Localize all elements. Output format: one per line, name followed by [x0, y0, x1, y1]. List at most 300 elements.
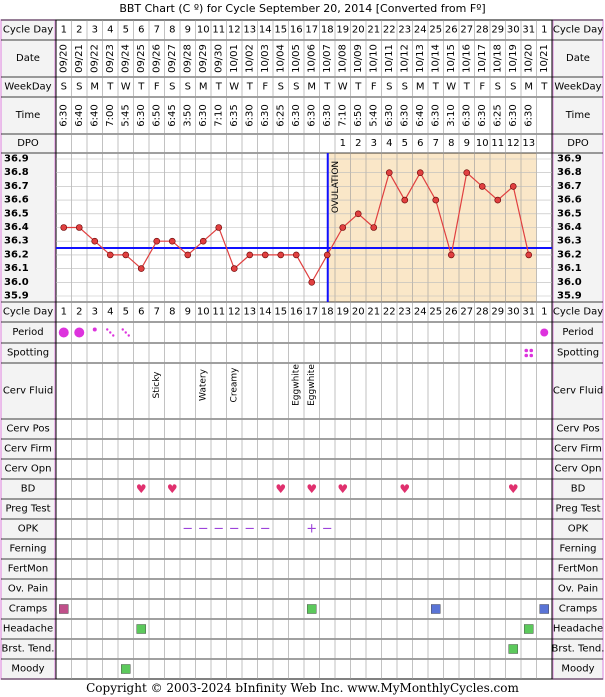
row-label-right: FertMon [557, 563, 599, 575]
temp-tick-label-left: 36.8 [4, 167, 29, 179]
row-label-right: DPO [567, 138, 589, 149]
temp-tick-label-left: 36.0 [4, 276, 29, 288]
cycle-day-cell: 11 [212, 24, 226, 36]
temp-tick-label-left: 36.6 [4, 194, 29, 206]
temperature-point [340, 225, 346, 231]
cycle-day-cell: 18 [320, 306, 334, 318]
cycle-day-cell: 30 [506, 24, 520, 36]
cycle-day-cell: 13 [243, 24, 257, 36]
temp-tick-label-left: 36.3 [4, 235, 29, 247]
cycle-day-cell: 23 [398, 24, 412, 36]
date-cell: 10/01 [228, 44, 240, 73]
time-cell: 6:30 [135, 104, 147, 127]
row-label-right: Ferning [559, 543, 597, 555]
cycle-day-cell: 25 [429, 306, 443, 318]
row-label-right: Cerv Fluid [552, 385, 604, 397]
cycle-day-cell: 21 [367, 24, 381, 36]
cycle-day-cell: 28 [475, 306, 489, 318]
weekday-cell: S [386, 81, 393, 93]
temperature-point [92, 238, 98, 244]
time-cell: 7:10 [337, 104, 349, 127]
period-mark [106, 328, 108, 330]
temp-tick-label-left: 36.1 [4, 263, 29, 275]
symptom-square [137, 625, 146, 634]
row-label-right: Headache [552, 623, 604, 635]
row-label-right: Moody [561, 663, 595, 675]
date-cell: 10/15 [445, 44, 457, 73]
temp-tick-label-right: 35.9 [557, 290, 582, 302]
row-label-left: Time [15, 110, 41, 121]
date-cell: 10/02 [244, 44, 256, 73]
time-cell: 6:30 [507, 104, 519, 127]
weekday-cell: S [277, 81, 284, 93]
temperature-point [231, 266, 237, 272]
time-cell: 6:30 [383, 104, 395, 127]
spotting-mark [524, 349, 528, 353]
cycle-day-cell: 20 [351, 24, 365, 36]
cycle-day-cell: 1 [60, 306, 67, 318]
period-mark [125, 331, 127, 333]
date-cell: 10/04 [275, 44, 287, 73]
dpo-cell: 1 [339, 138, 346, 149]
cycle-day-cell: 13 [243, 306, 257, 318]
temperature-point [107, 252, 113, 258]
date-cell: 10/03 [259, 44, 271, 73]
cycle-day-cell: 29 [491, 24, 505, 36]
dpo-cell: 3 [370, 138, 377, 149]
weekday-cell: T [138, 81, 145, 93]
symptom-square [540, 605, 549, 614]
period-mark [540, 329, 548, 337]
cerv-fluid-text: Creamy [229, 367, 240, 403]
temperature-point [278, 252, 284, 258]
temp-tick-label-left: 36.9 [4, 153, 29, 165]
weekday-cell: W [446, 81, 457, 93]
time-cell: 6:30 [399, 104, 411, 127]
row-label-left: BD [20, 483, 36, 495]
temperature-point [169, 238, 175, 244]
cycle-day-cell: 24 [413, 306, 427, 318]
cycle-day-cell: 7 [153, 306, 160, 318]
date-cell: 09/25 [135, 44, 147, 73]
date-cell: 10/12 [399, 44, 411, 73]
symptom-square [307, 605, 316, 614]
temperature-point [309, 279, 315, 285]
temperature-point [386, 170, 392, 176]
weekday-cell: S [293, 81, 300, 93]
cycle-day-cell: 10 [196, 306, 210, 318]
period-mark [128, 334, 130, 336]
row-label-right: Ov. Pain [557, 583, 599, 595]
date-cell: 10/13 [414, 44, 426, 73]
dpo-cell: 5 [401, 138, 408, 149]
weekday-cell: F [479, 81, 486, 93]
temperature-point [76, 225, 82, 231]
date-cell: 10/14 [430, 44, 442, 73]
temperature-point [61, 225, 67, 231]
temp-tick-label-right: 36.9 [557, 153, 582, 165]
bd-heart-mark: ♥ [306, 482, 318, 496]
period-mark [74, 328, 84, 338]
weekday-cell: F [153, 81, 160, 93]
date-cell: 10/05 [290, 44, 302, 73]
row-label-left: Spotting [6, 347, 50, 359]
time-cell: 7:10 [213, 104, 225, 127]
cycle-day-cell: 24 [413, 24, 427, 36]
weekday-cell: S [60, 81, 67, 93]
cycle-day-cell: 5 [122, 306, 129, 318]
time-cell: 6:30 [244, 104, 256, 127]
date-cell: 09/20 [58, 44, 70, 73]
cycle-day-cell: 10 [196, 24, 210, 36]
temp-tick-label-right: 36.5 [557, 208, 582, 220]
row-label-right: Time [565, 110, 591, 121]
row-label-right: Period [562, 327, 594, 338]
weekday-cell: S [184, 81, 191, 93]
cerv-fluid-text: Sticky [151, 371, 162, 399]
date-cell: 10/11 [383, 44, 395, 73]
row-label-left: FertMon [7, 563, 49, 575]
time-cell: 6:30 [259, 104, 271, 127]
dpo-cell: 13 [522, 138, 536, 149]
cycle-day-cell: 8 [169, 24, 176, 36]
weekday-cell: M [524, 81, 534, 93]
cycle-day-cell: 11 [212, 306, 226, 318]
temperature-point [154, 238, 160, 244]
date-cell: 10/06 [306, 44, 318, 73]
cycle-day-cell: 14 [258, 306, 272, 318]
cycle-day-cell: 2 [76, 306, 83, 318]
temp-tick-label-right: 36.0 [557, 276, 582, 288]
cycle-day-cell: 31 [522, 306, 536, 318]
row-label-left: DPO [17, 138, 39, 149]
temperature-point [479, 183, 485, 189]
cycle-day-cell: 27 [460, 24, 474, 36]
date-cell: 10/19 [507, 44, 519, 73]
temperature-point [526, 252, 532, 258]
row-label-right: Cerv Firm [554, 443, 602, 455]
cycle-day-cell: 9 [184, 306, 191, 318]
time-cell: 6:30 [290, 104, 302, 127]
cycle-day-cell: 5 [122, 24, 129, 36]
cycle-day-cell: 7 [153, 24, 160, 36]
row-label-right: Cerv Opn [554, 463, 602, 475]
date-cell: 10/20 [523, 44, 535, 73]
symptom-square [431, 605, 440, 614]
cycle-day-cell: 1 [541, 24, 548, 36]
time-cell: 6:30 [197, 104, 209, 127]
weekday-cell: M [307, 81, 317, 93]
row-label-left: Cerv Pos [6, 423, 50, 435]
cerv-fluid-text: Watery [198, 369, 209, 401]
row-label-left: Headache [2, 623, 54, 635]
row-label-right: Spotting [556, 347, 600, 359]
cycle-day-cell: 4 [107, 306, 114, 318]
temperature-point [138, 266, 144, 272]
row-label-right: WeekDay [554, 81, 602, 93]
row-label-right: BD [570, 483, 586, 495]
temperature-point [123, 252, 129, 258]
time-cell: 6:25 [492, 104, 504, 127]
temperature-point [185, 252, 191, 258]
dpo-cell: 12 [506, 138, 520, 149]
time-cell: 6:30 [476, 104, 488, 127]
temperature-point [402, 197, 408, 203]
time-cell: 6:30 [306, 104, 318, 127]
row-label-left: Preg Test [5, 503, 51, 515]
dpo-cell: 4 [386, 138, 393, 149]
temperature-point [448, 252, 454, 258]
cycle-day-cell: 16 [289, 306, 303, 318]
date-cell: 10/16 [461, 44, 473, 73]
cycle-day-cell: 15 [274, 306, 288, 318]
dpo-cell: 9 [463, 138, 470, 149]
symptom-square [509, 645, 518, 654]
temp-tick-label-right: 36.3 [557, 235, 582, 247]
temp-tick-label-right: 36.8 [557, 167, 582, 179]
temp-tick-label-left: 35.9 [4, 290, 29, 302]
opk-mark: − [244, 521, 256, 537]
cycle-day-cell: 27 [460, 306, 474, 318]
temperature-point [355, 211, 361, 217]
weekday-cell: S [510, 81, 517, 93]
cycle-day-cell: 3 [91, 306, 98, 318]
dpo-cell: 11 [491, 138, 505, 149]
time-cell: 6:30 [58, 104, 70, 127]
weekday-cell: S [401, 81, 408, 93]
cycle-day-cell: 1 [60, 24, 67, 36]
temperature-point [324, 252, 330, 258]
date-cell: 09/29 [197, 44, 209, 73]
cycle-day-cell: 19 [336, 306, 350, 318]
weekday-cell: W [120, 81, 131, 93]
time-cell: 5:40 [368, 104, 380, 127]
time-cell: 6:30 [321, 104, 333, 127]
opk-mark: − [213, 521, 225, 537]
bd-heart-mark: ♥ [399, 482, 411, 496]
cycle-day-cell: 6 [138, 306, 145, 318]
weekday-cell: T [432, 81, 439, 93]
cycle-day-cell: 8 [169, 306, 176, 318]
weekday-cell: M [415, 81, 425, 93]
cycle-day-cell: 19 [336, 24, 350, 36]
row-label-left: WeekDay [4, 81, 52, 93]
row-label-left: OPK [17, 523, 39, 535]
weekday-cell: T [246, 81, 253, 93]
weekday-cell: T [541, 81, 548, 93]
date-cell: 10/09 [352, 44, 364, 73]
date-cell: 09/30 [213, 44, 225, 73]
temp-tick-label-left: 36.4 [4, 222, 29, 233]
period-mark [122, 328, 124, 330]
weekday-cell: S [76, 81, 83, 93]
temp-tick-label-left: 36.2 [4, 249, 29, 261]
cycle-day-cell: 2 [76, 24, 83, 36]
row-label-left: Cerv Opn [4, 463, 52, 475]
date-cell: 09/26 [151, 44, 163, 73]
date-cell: 10/18 [492, 44, 504, 73]
bd-heart-mark: ♥ [135, 482, 147, 496]
ovulation-label: OVULATION [330, 160, 341, 214]
row-label-right: Cycle Day [552, 24, 604, 36]
time-cell: 6:25 [275, 104, 287, 127]
time-cell: 3:50 [182, 104, 194, 127]
temp-tick-label-right: 36.7 [557, 180, 582, 192]
cycle-day-cell: 15 [274, 24, 288, 36]
temperature-point [433, 197, 439, 203]
period-mark [93, 328, 97, 332]
time-cell: 6:30 [523, 104, 535, 127]
time-cell: 6:30 [430, 104, 442, 127]
row-label-left: Period [12, 327, 44, 338]
date-cell: 09/24 [120, 44, 132, 73]
time-cell: 6:30 [461, 104, 473, 127]
time-cell: 6:40 [73, 104, 85, 127]
spotting-mark [529, 354, 533, 358]
cycle-day-cell: 23 [398, 306, 412, 318]
date-cell: 10/08 [337, 44, 349, 73]
row-label-left: Ferning [9, 543, 47, 555]
cycle-day-cell: 1 [541, 306, 548, 318]
temperature-point [200, 238, 206, 244]
row-label-right: OPK [567, 523, 589, 535]
cycle-day-cell: 16 [289, 24, 303, 36]
bd-heart-mark: ♥ [166, 482, 178, 496]
weekday-cell: T [324, 81, 331, 93]
date-cell: 10/21 [538, 44, 550, 73]
row-label-right: Cerv Pos [556, 423, 600, 435]
cycle-day-cell: 18 [320, 24, 334, 36]
symptom-square [121, 665, 130, 674]
row-label-left: Moody [11, 663, 45, 675]
copyright-footer: Copyright © 2003-2024 bInfinity Web Inc. www.MyMonthlyCycles.com [86, 681, 519, 695]
cycle-day-cell: 9 [184, 24, 191, 36]
period-mark [109, 331, 111, 333]
weekday-cell: T [355, 81, 362, 93]
weekday-cell: F [262, 81, 269, 93]
opk-mark: − [228, 521, 240, 537]
date-cell: 09/28 [182, 44, 194, 73]
date-cell: 09/23 [104, 44, 116, 73]
temperature-point [495, 197, 501, 203]
dpo-cell: 6 [417, 138, 424, 149]
time-cell: 5:45 [120, 104, 132, 127]
cycle-day-cell: 21 [367, 306, 381, 318]
weekday-cell: T [215, 81, 222, 93]
opk-mark: + [306, 521, 318, 537]
row-label-left: Cerv Fluid [2, 385, 54, 397]
temp-tick-label-right: 36.2 [557, 249, 582, 261]
cycle-day-cell: 22 [382, 24, 396, 36]
temperature-point [510, 183, 516, 189]
time-cell: 3:10 [445, 104, 457, 127]
temp-tick-label-left: 36.5 [4, 208, 29, 220]
dpo-cell: 10 [475, 138, 489, 149]
time-cell: 6:50 [352, 104, 364, 127]
cycle-day-cell: 20 [351, 306, 365, 318]
row-label-right: Date [566, 53, 590, 64]
cycle-day-cell: 26 [444, 24, 458, 36]
weekday-cell: S [494, 81, 501, 93]
date-cell: 09/27 [166, 44, 178, 73]
opk-mark: − [259, 521, 271, 537]
row-label-right: Preg Test [555, 503, 601, 515]
temperature-point [262, 252, 268, 258]
row-label-left: Cramps [8, 603, 48, 615]
cycle-day-cell: 4 [107, 24, 114, 36]
row-label-right: Brst. Tend. [551, 643, 605, 655]
temp-tick-label-right: 36.1 [557, 263, 582, 275]
chart-title: BBT Chart (C º) for Cycle September 20, 2014 [Converted from Fº] [119, 2, 486, 15]
row-label-left: Brst. Tend. [1, 643, 55, 655]
symptom-square [59, 605, 68, 614]
time-cell: 6:40 [414, 104, 426, 127]
date-cell: 10/07 [321, 44, 333, 73]
temp-tick-label-right: 36.4 [557, 222, 582, 233]
date-cell: 09/22 [89, 44, 101, 73]
bd-heart-mark: ♥ [507, 482, 519, 496]
cycle-day-cell: 12 [227, 24, 241, 36]
cycle-day-cell: 12 [227, 306, 241, 318]
weekday-cell: F [370, 81, 377, 93]
weekday-cell: S [169, 81, 176, 93]
time-cell: 7:00 [104, 104, 116, 127]
time-cell: 6:40 [89, 104, 101, 127]
symptom-square [524, 625, 533, 634]
cerv-fluid-text: Eggwhite [306, 364, 317, 406]
opk-mark: − [197, 521, 209, 537]
temperature-point [293, 252, 299, 258]
weekday-cell: T [463, 81, 470, 93]
cycle-day-cell: 14 [258, 24, 272, 36]
row-label-left: Ov. Pain [7, 583, 49, 595]
row-label-left: Cerv Firm [4, 443, 52, 455]
cycle-day-cell: 17 [305, 24, 319, 36]
bd-heart-mark: ♥ [337, 482, 349, 496]
opk-mark: − [321, 521, 333, 537]
cycle-day-cell: 6 [138, 24, 145, 36]
cycle-day-cell: 31 [522, 24, 536, 36]
spotting-mark [529, 349, 533, 353]
temp-tick-label-left: 36.7 [4, 180, 29, 192]
weekday-cell: W [229, 81, 240, 93]
dpo-cell: 2 [355, 138, 362, 149]
cycle-day-cell: 25 [429, 24, 443, 36]
time-cell: 6:35 [228, 104, 240, 127]
weekday-cell: W [337, 81, 348, 93]
bd-heart-mark: ♥ [275, 482, 287, 496]
temperature-point [417, 170, 423, 176]
weekday-cell: T [107, 81, 114, 93]
cycle-day-cell: 3 [91, 24, 98, 36]
cycle-day-cell: 17 [305, 306, 319, 318]
cycle-day-cell: 30 [506, 306, 520, 318]
row-label-left: Date [16, 53, 40, 64]
period-mark [59, 328, 69, 338]
cerv-fluid-text: Eggwhite [291, 364, 302, 406]
weekday-cell: M [90, 81, 100, 93]
opk-mark: − [182, 521, 194, 537]
date-cell: 09/21 [73, 44, 85, 73]
weekday-cell: M [198, 81, 208, 93]
bbt-chart [0, 18, 605, 680]
temperature-point [216, 225, 222, 231]
temperature-point [371, 225, 377, 231]
period-mark [112, 334, 114, 336]
cycle-day-cell: 26 [444, 306, 458, 318]
cycle-day-cell: 22 [382, 306, 396, 318]
time-cell: 6:50 [151, 104, 163, 127]
